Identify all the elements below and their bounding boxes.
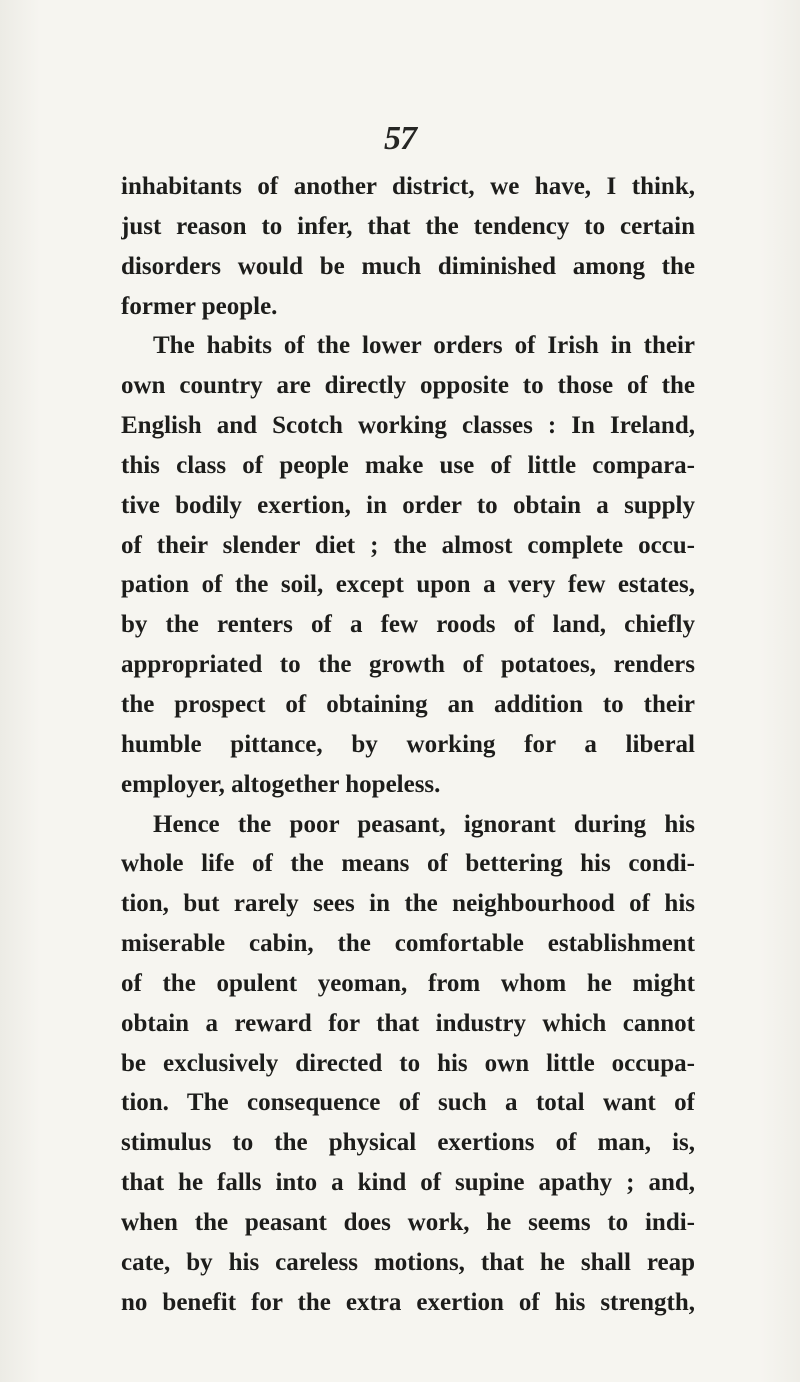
- text-line: the prospect of obtaining an addition to their: [121, 690, 695, 718]
- text-line: this class of people make use of little compara-: [121, 451, 695, 479]
- text-line: appropriated to the growth of potatoes, renders: [121, 651, 695, 679]
- text-line: inhabitants of another district, we have, I think,: [121, 173, 695, 200]
- text-line: be exclusively directed to his own little occupa-: [121, 1049, 695, 1077]
- text-line: pation of the soil, except upon a very few estates,: [121, 571, 695, 599]
- text-line: disorders would be much diminished among the: [121, 252, 695, 280]
- body-text: [121, 167, 695, 1322]
- text-line: cate, by his careless motions, that he shall reap: [121, 1248, 695, 1276]
- text-line: whole life of the means of bettering his condi-: [121, 850, 695, 878]
- text-line: former people.: [121, 292, 278, 320]
- text-line: The habits of the lower orders of Irish in their: [153, 332, 695, 360]
- text-line: tion. The consequence of such a total want of: [121, 1089, 695, 1117]
- text-line: miserable cabin, the comfortable establishment: [121, 930, 695, 958]
- text-line: own country are directly opposite to those of the: [121, 372, 695, 400]
- text-line: no benefit for the extra exertion of his strength,: [121, 1288, 695, 1316]
- text-line: of the opulent yeoman, from whom he might: [121, 969, 695, 997]
- text-line: employer, altogether hopeless.: [121, 770, 441, 798]
- text-line: stimulus to the physical exertions of man, is,: [121, 1129, 695, 1157]
- text-line: tion, but rarely sees in the neighbourhood of his: [121, 890, 695, 918]
- text-line: when the peasant does work, he seems to indi-: [121, 1208, 695, 1236]
- text-line: Hence the poor peasant, ignorant during his: [153, 810, 695, 838]
- text-line: that he falls into a kind of supine apathy ; and,: [121, 1169, 695, 1197]
- text-line: of their slender diet ; the almost complete occu-: [121, 531, 695, 559]
- text-line: English and Scotch working classes : In Ireland,: [121, 412, 695, 440]
- text-line: just reason to infer, that the tendency to certain: [121, 212, 695, 240]
- page-number: 57: [384, 120, 416, 157]
- text-line: tive bodily exertion, in order to obtain a supply: [121, 491, 695, 519]
- text-line: by the renters of a few roods of land, chiefly: [121, 611, 695, 639]
- text-line: obtain a reward for that industry which cannot: [121, 1009, 695, 1037]
- text-line: humble pittance, by working for a liberal: [121, 730, 695, 758]
